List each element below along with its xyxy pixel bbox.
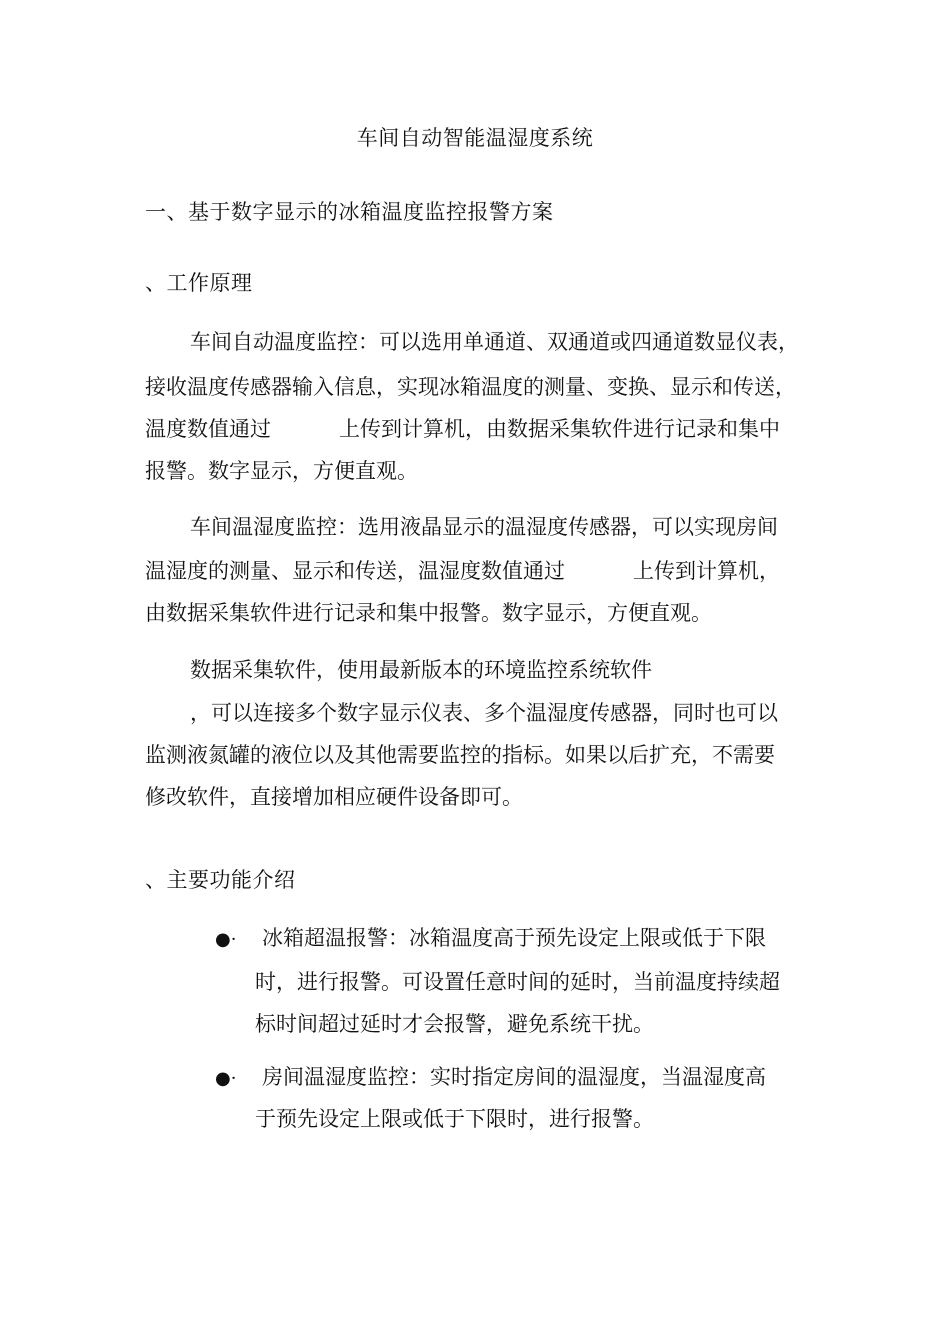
section-heading-1: 一、基于数字显示的冰箱温度监控报警方案 [145,200,554,224]
bullet-line: 于预先设定上限或低于下限时，进行报警。 [255,1107,654,1131]
bullet-line: 标时间超过延时才会报警，避免系统干扰。 [255,1012,654,1036]
bullet-line: 时，进行报警。可设置任意时间的延时，当前温度持续超 [255,970,780,994]
bullet-icon: ●· [215,1068,237,1089]
bullet-line: 房间温湿度监控：实时指定房间的温湿度，当温湿度高 [262,1065,766,1089]
subsection-heading-main-features: 、主要功能介绍 [145,868,296,892]
paragraph-text: 上传到计算机，由数据采集软件进行记录和集中 [339,417,780,441]
paragraph-line: 监测液氮罐的液位以及其他需要监控的指标。如果以后扩充，不需要 [145,743,775,767]
paragraph-line: 由数据采集软件进行记录和集中报警。数字显示，方便直观。 [145,601,712,625]
document-title: 车间自动智能温湿度系统 [356,126,594,150]
paragraph-line [145,413,810,445]
paragraph-line: 报警。数字显示，方便直观。 [145,459,418,483]
paragraph-line: ，可以连接多个数字显示仪表、多个温湿度传感器，同时也可以 [190,701,778,725]
bullet-line: 冰箱超温报警：冰箱温度高于预先设定上限或低于下限 [262,926,766,950]
paragraph-line [145,555,810,587]
paragraph-text: 温度数值通过 [145,417,271,441]
paragraph-text: 温湿度的测量、显示和传送，温湿度数值通过 [145,559,565,583]
paragraph-line: 数据采集软件，使用最新版本的环境监控系统软件 [190,658,652,682]
subsection-heading-working-principle: 、工作原理 [145,271,253,295]
paragraph-line: 接收温度传感器输入信息，实现冰箱温度的测量、变换、显示和传送， [145,375,796,399]
paragraph-line: 修改软件，直接增加相应硬件设备即可。 [145,785,523,809]
bullet-icon: ●· [215,929,237,950]
paragraph-line: 车间自动温度监控：可以选用单通道、双通道或四通道数显仪表， [190,330,799,354]
paragraph-text: 上传到计算机， [633,559,780,583]
paragraph-line: 车间温湿度监控：选用液晶显示的温湿度传感器，可以实现房间 [190,515,778,539]
